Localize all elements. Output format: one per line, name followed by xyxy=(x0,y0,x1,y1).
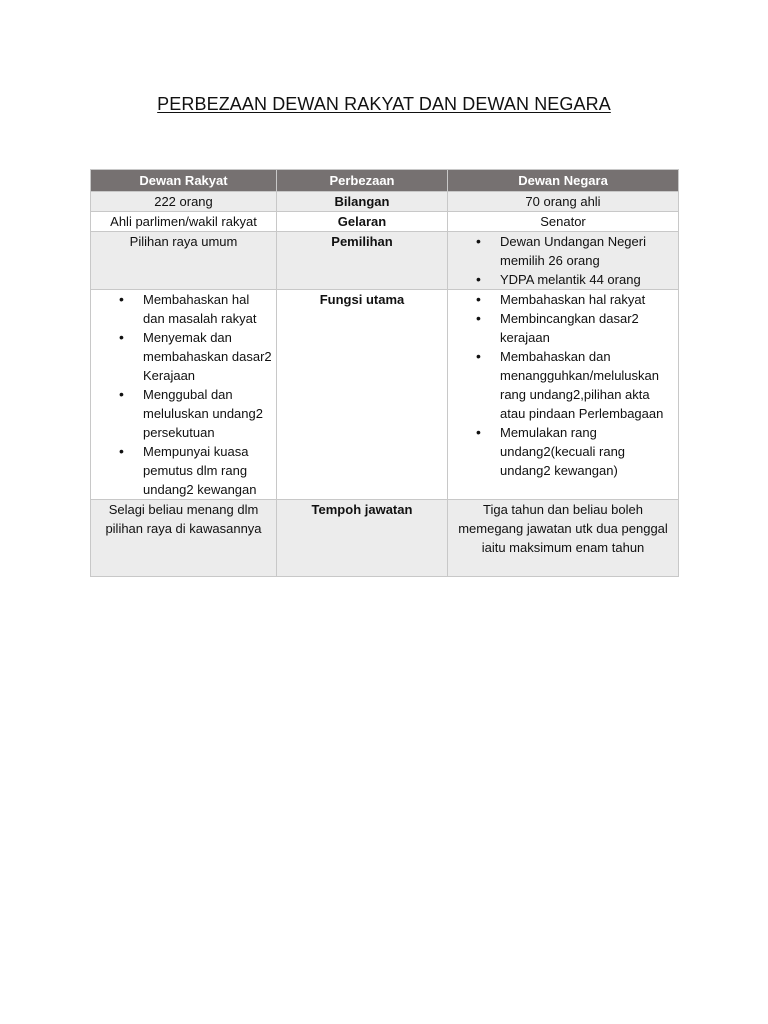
cell-perbezaan-fungsi: Fungsi utama xyxy=(277,290,448,500)
list-item: • Dewan Undangan Negeri memilih 26 orang xyxy=(500,232,674,270)
dewan-negara-pemilihan-list xyxy=(452,232,674,289)
cell-dewan-rakyat-fungsi xyxy=(91,290,277,500)
cell-dewan-negara-bilangan: 70 orang ahli xyxy=(448,192,679,212)
header-dewan-rakyat: Dewan Rakyat xyxy=(91,170,277,192)
list-item: • Mempunyai kuasa pemutus dlm rang undang2 kewangan xyxy=(143,442,272,499)
table-row-tempoh-jawatan xyxy=(91,500,679,577)
cell-perbezaan-tempoh: Tempoh jawatan xyxy=(277,500,448,577)
page-title: PERBEZAAN DEWAN RAKYAT DAN DEWAN NEGARA xyxy=(157,94,611,114)
comparison-table xyxy=(90,169,679,577)
cell-perbezaan-pemilihan: Pemilihan xyxy=(277,232,448,290)
dewan-rakyat-fungsi-list xyxy=(95,290,272,499)
table-row-gelaran xyxy=(91,212,679,232)
dewan-negara-fungsi-list xyxy=(452,290,674,480)
list-item: • Memulakan rang undang2(kecuali rang undang2 kewangan) xyxy=(500,423,674,480)
list-item: • Menyemak dan membahaskan dasar2 Kerajaan xyxy=(143,328,272,385)
table-row-bilangan xyxy=(91,192,679,212)
table-header-row xyxy=(91,170,679,192)
cell-dewan-rakyat-tempoh: Selagi beliau menang dlm pilihan raya di kawasannya xyxy=(91,500,277,577)
cell-dewan-negara-tempoh: Tiga tahun dan beliau boleh memegang jawatan utk dua penggal iaitu maksimum enam tahun xyxy=(448,500,679,577)
table-row-pemilihan xyxy=(91,232,679,290)
table-row-fungsi-utama xyxy=(91,290,679,500)
list-item: • YDPA melantik 44 orang xyxy=(500,270,674,289)
header-dewan-negara: Dewan Negara xyxy=(448,170,679,192)
cell-dewan-negara-fungsi xyxy=(448,290,679,500)
cell-dewan-rakyat-gelaran: Ahli parlimen/wakil rakyat xyxy=(91,212,277,232)
cell-dewan-rakyat-pemilihan: Pilihan raya umum xyxy=(91,232,277,290)
cell-dewan-negara-gelaran: Senator xyxy=(448,212,679,232)
cell-dewan-rakyat-bilangan: 222 orang xyxy=(91,192,277,212)
list-item: • Membincangkan dasar2 kerajaan xyxy=(500,309,674,347)
list-item: • Menggubal dan meluluskan undang2 persekutuan xyxy=(143,385,272,442)
cell-perbezaan-bilangan: Bilangan xyxy=(277,192,448,212)
header-perbezaan: Perbezaan xyxy=(277,170,448,192)
cell-dewan-negara-pemilihan xyxy=(448,232,679,290)
list-item: • Membahaskan dan menangguhkan/meluluskan rang undang2,pilihan akta atau pindaan Perlembagaan xyxy=(500,347,674,423)
list-item: • Membahaskan hal dan masalah rakyat xyxy=(143,290,272,328)
list-item: • Membahaskan hal rakyat xyxy=(500,290,674,309)
cell-perbezaan-gelaran: Gelaran xyxy=(277,212,448,232)
